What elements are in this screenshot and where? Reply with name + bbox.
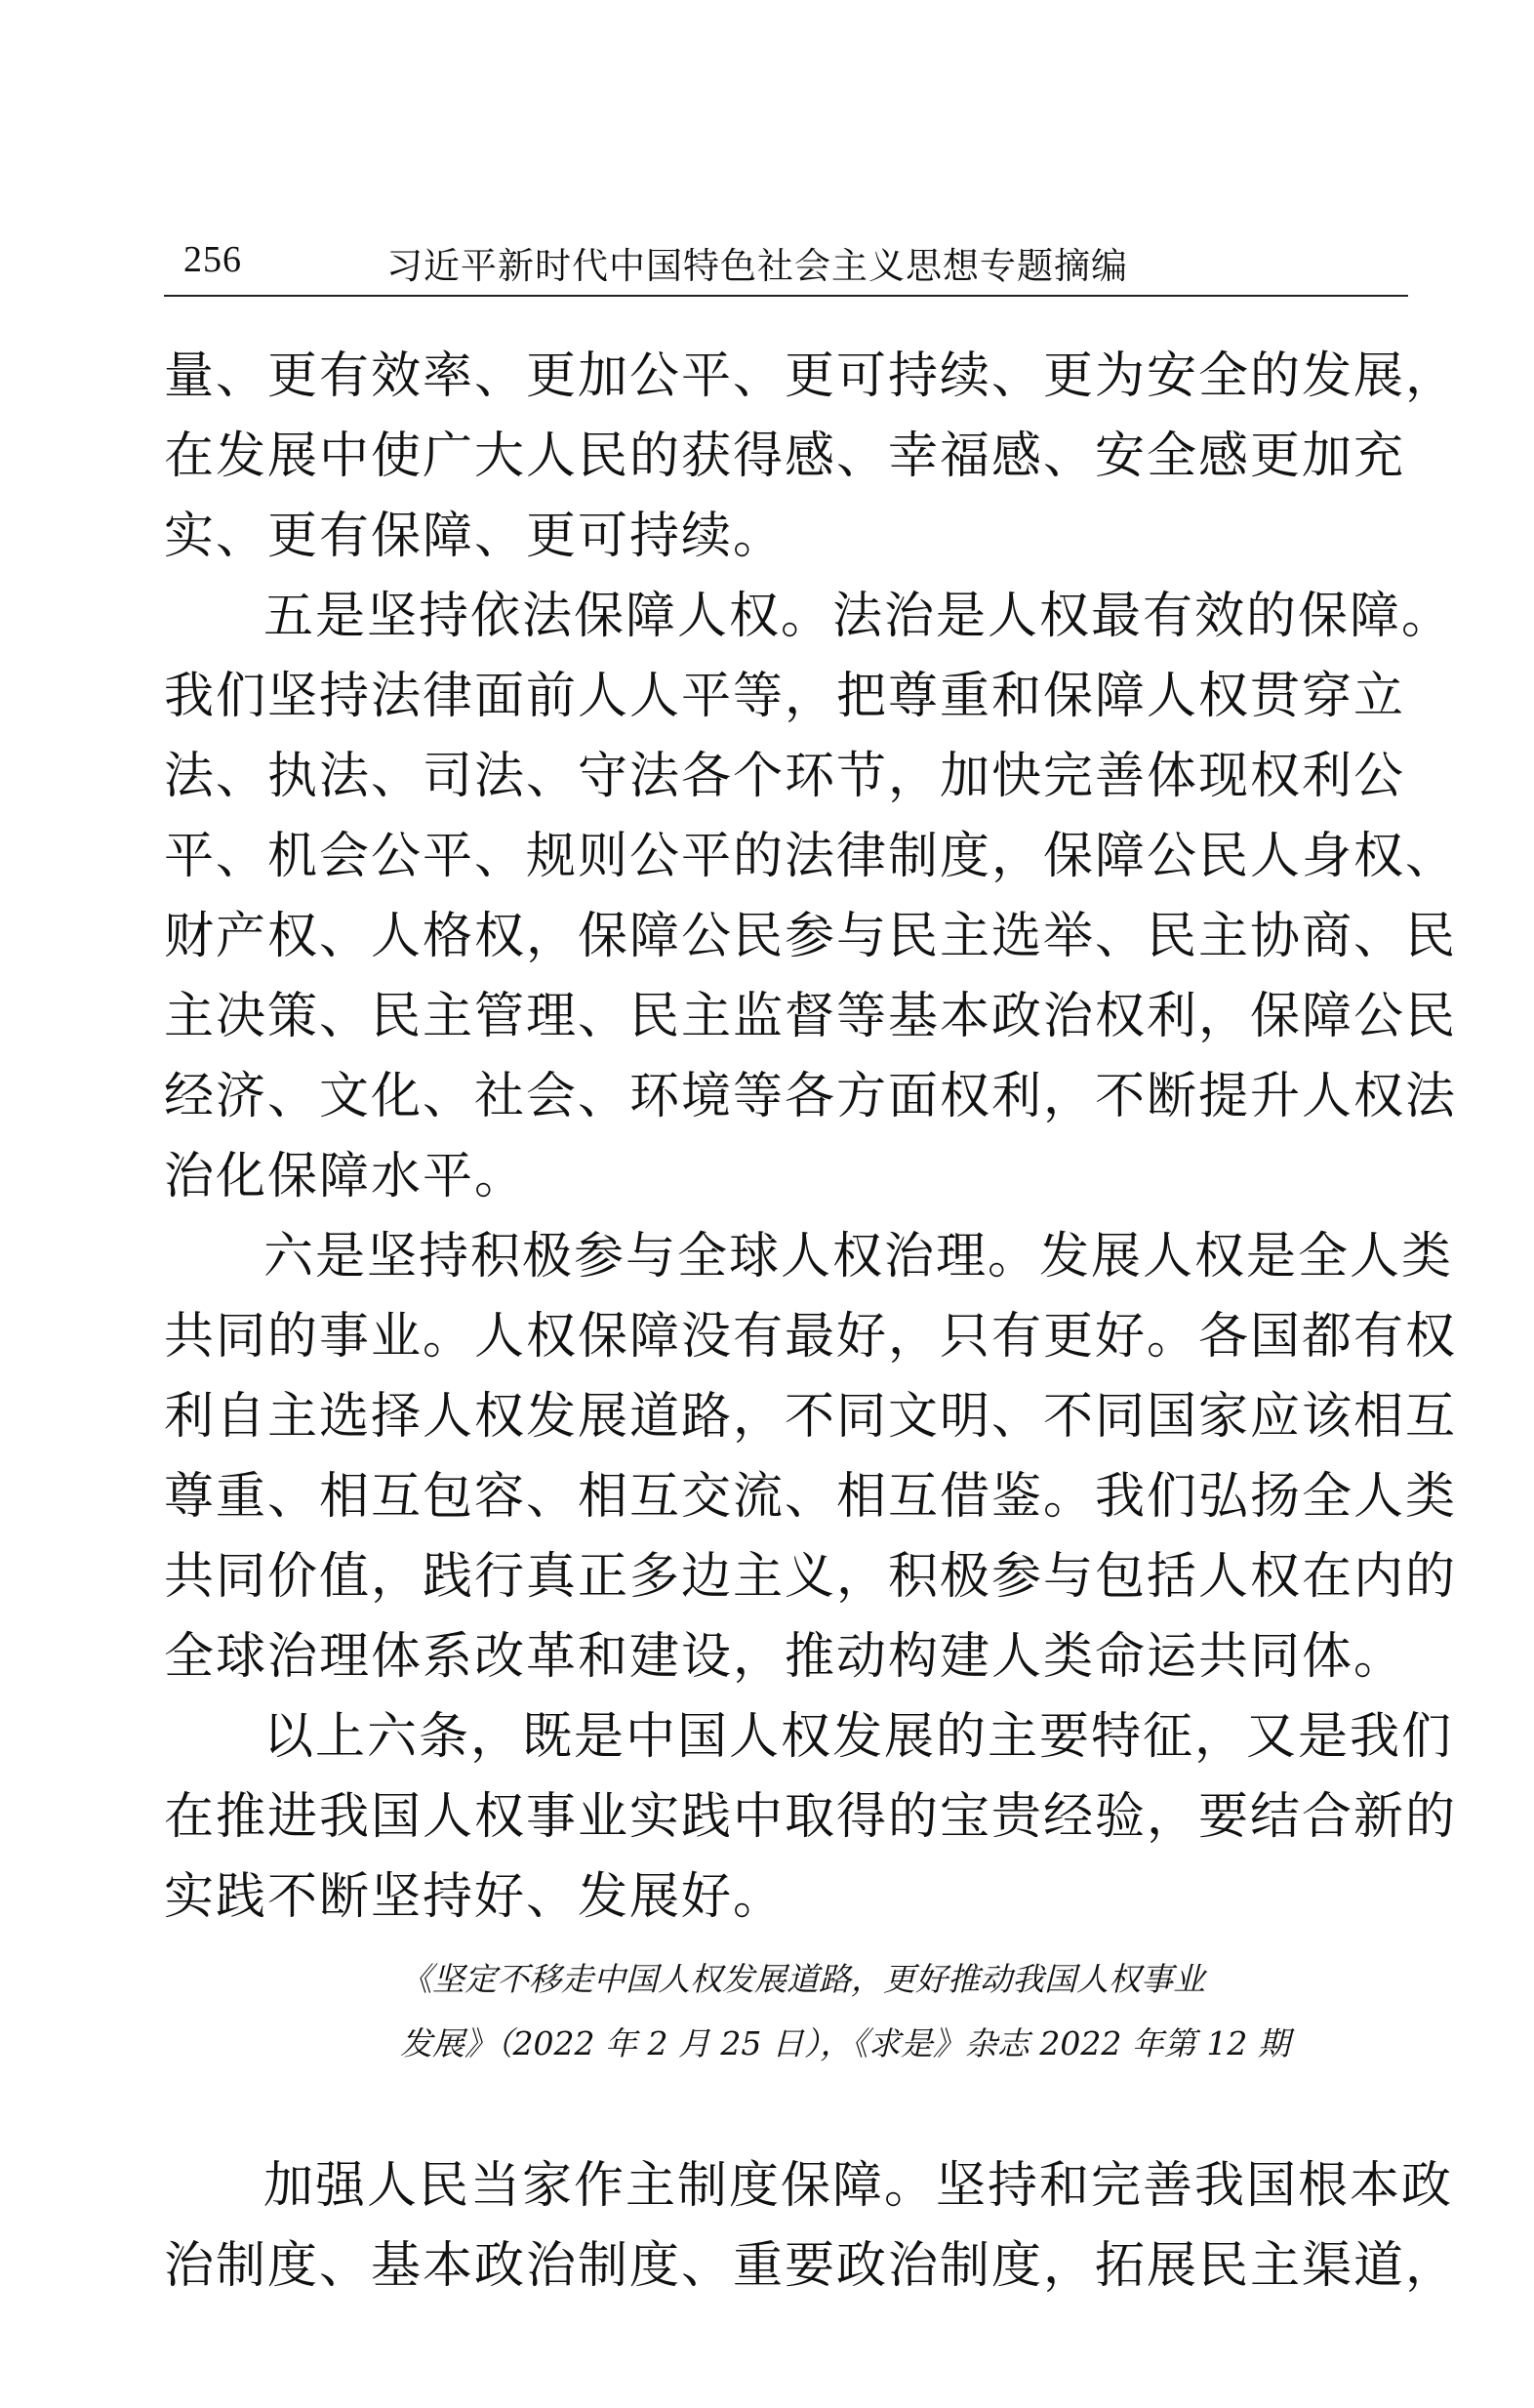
text-line: 治化保障水平。: [164, 1148, 527, 1205]
text-line: 经济、文化、社会、环境等各方面权利，不断提升人权法: [164, 1068, 1458, 1125]
text-line: 共同的事业。人权保障没有最好，只有更好。各国都有权: [164, 1308, 1458, 1366]
text-line: 五是坚持依法保障人权。法治是人权最有效的保障。: [263, 588, 1454, 645]
body-text: [164, 337, 1458, 2306]
text-line: 在发展中使广大人民的获得感、幸福感、安全感更加充: [164, 428, 1406, 485]
text-line: 实践不断坚持好、发展好。: [164, 1868, 786, 1926]
text-line: 六是坚持积极参与全球人权治理。发展人权是全人类: [263, 1228, 1454, 1286]
text-line: 利自主选择人权发展道路，不同文明、不同国家应该相互: [164, 1388, 1458, 1446]
text-line: 尊重、相互包容、相互交流、相互借鉴。我们弘扬全人类: [164, 1468, 1458, 1526]
text-line: 以上六条，既是中国人权发展的主要特征，又是我们: [263, 1708, 1454, 1766]
text-line: 治制度、基本政治制度、重要政治制度，拓展民主渠道，: [164, 2237, 1458, 2295]
paragraph-summary: [164, 1697, 1458, 1938]
text-line: 财产权、人格权，保障公民参与民主选举、民主协商、民: [164, 908, 1458, 965]
page-header: [164, 226, 1408, 297]
text-line: 主决策、民主管理、民主监督等基本政治权利，保障公民: [164, 988, 1458, 1045]
text-line: 在推进我国人权事业实践中取得的宝贵经验，要结合新的: [164, 1788, 1458, 1846]
paragraph-global-governance: [164, 1217, 1458, 1697]
paragraph-next-section: [164, 2146, 1458, 2306]
text-line: 实、更有保障、更可持续。: [164, 508, 786, 565]
source-citation: [164, 1947, 1413, 2076]
text-line: 我们坚持法律面前人人平等，把尊重和保障人权贯穿立: [164, 668, 1406, 725]
text-line: 法、执法、司法、守法各个环节，加快完善体现权利公: [164, 748, 1406, 805]
section-gap: [164, 2076, 1413, 2146]
text-line: 加强人民当家作主制度保障。坚持和完善我国根本政: [263, 2157, 1454, 2215]
running-title: 习近平新时代中国特色社会主义思想专题摘编: [386, 245, 1128, 287]
citation-line: 《坚定不移走中国人权发展道路，更好推动我国人权事业: [400, 1960, 1205, 1998]
text-line: 量、更有效率、更加公平、更可持续、更为安全的发展，: [164, 347, 1458, 405]
page-number: 256: [183, 239, 242, 280]
text-line: 共同价值，践行真正多边主义，积极参与包括人权在内的: [164, 1548, 1458, 1606]
paragraph-continuation: [164, 337, 1458, 577]
paragraph-rule-of-law: [164, 577, 1458, 1217]
citation-line: 发展》（2022 年 2 月 25 日），《求是》杂志 2022 年第 12 期: [400, 2024, 1290, 2062]
text-line: 平、机会公平、规则公平的法律制度，保障公民人身权、: [164, 828, 1458, 885]
text-line: 全球治理体系改革和建设，推动构建人类命运共同体。: [164, 1628, 1406, 1686]
